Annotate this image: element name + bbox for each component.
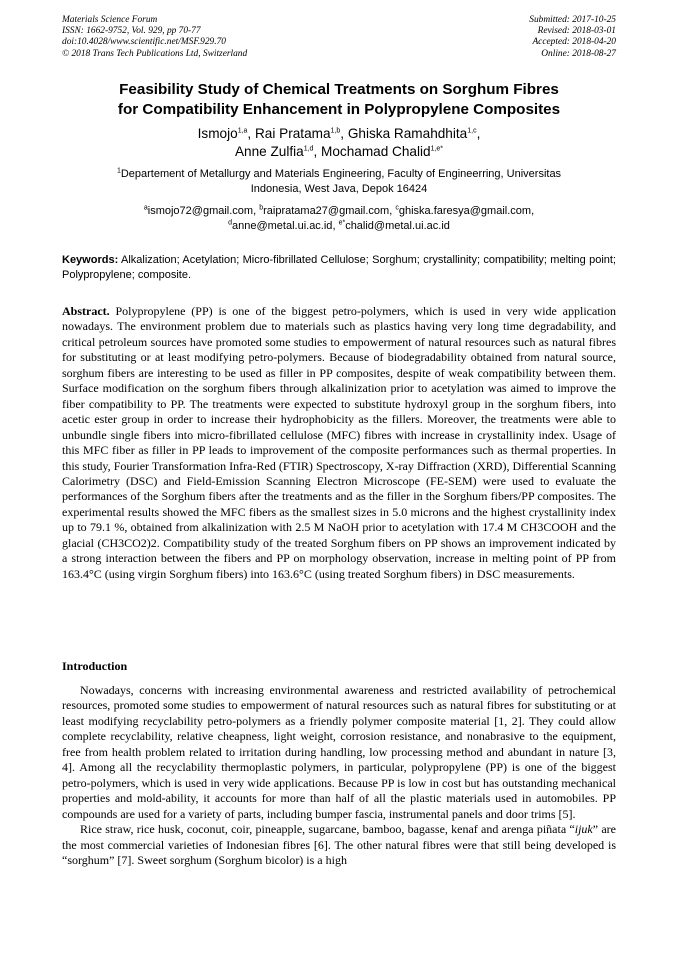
paragraph [62, 822, 616, 868]
author-sup: 1,b [330, 127, 341, 135]
paragraph: Nowadays, concerns with increasing environmental awareness and restricted availability of petrochemical resources, promoted some studies to empowerment of natural resources such as natural fibres for substituting or at least modifying recyclability petro-polymers as a friendly polymer composite material [1, 2]. They could allow complete recyclability, relative cheapness, light weight, corrosion resistance, and nonabrasive to the equipment, free from health problem related to irritation during handling, low processing method and abundant in nature [3, 4]. Among all the recyclability thermoplastic polymers, in particular, polypropylene (PP) is one of the biggest petro-polymers, which is used in very wide applications. Because PP is low in cost but has outstanding mechanical properties and mold-ability, it accounts for more than half of all the plastic materials used in automobiles. PP compounds are used for a variety of parts, including bumper fascia, instrumental panels and door trims [5]. [62, 683, 616, 821]
date-accepted: Accepted: 2018-04-20 [532, 37, 616, 48]
journal-copyright: © 2018 Trans Tech Publications Ltd, Switzerland [62, 48, 248, 59]
author-emails: $^a$ismojo72@gmail.com, $^b$raipratama27@gmail.com, $^c$ghiska.faresya@gmail.com, $^d$anne@metal.ui.ac.id, $^{e*}$chalid@metal.ui.ac.id [143, 204, 535, 232]
affiliation-sup: 1 [116, 167, 121, 175]
abstract [62, 304, 616, 582]
author-name: Rai Pratama [254, 126, 331, 141]
date-online: Online: 2018-08-27 [541, 48, 616, 59]
email-address: ismojo72@gmail.com [147, 205, 254, 217]
author-name: Ismojo [197, 126, 238, 141]
italic-term: ijuk [574, 822, 593, 837]
keywords-label: Keywords: [62, 254, 119, 266]
email-address: anne@metal.ui.ac.id [231, 220, 333, 232]
affiliation-line: Indonesia, West Java, Depok 16424 [250, 183, 428, 195]
author-name: Mochamad Chalid [321, 144, 431, 159]
email-sup: b [259, 204, 264, 212]
date-revised: Revised: 2018-03-01 [537, 26, 616, 37]
abstract-label: Abstract. [62, 304, 110, 318]
journal-info [62, 15, 247, 60]
introduction-body [62, 683, 616, 868]
email-sup: a [143, 204, 148, 212]
keywords-text: Alkalization; Acetylation; Micro-fibrillated Cellulose; Sorghum; crystallinity; compatibility; melting point; Polypropylene; composite. [62, 254, 616, 281]
paper-title [62, 80, 616, 119]
date-submitted: Submitted: 2017-10-25 [529, 15, 616, 25]
email-address: chalid@metal.ui.ac.id [345, 220, 450, 232]
section-heading-introduction: Introduction [62, 659, 128, 673]
abstract-text: Polypropylene (PP) is one of the biggest petro-polymers, which is used in very wide application nowadays. The environment problem due to materials such as plastics having very long time degradability, and critical petroleum sources have promoted some studies to empowerment of natural resources such as natural fibres for substituting or at least modifying petro-polymers. Because of biodegradability obtained from natural source, sorghum fibers are interesting to be used as filler in PP composites, despite of weak compatibility between them. Surface modification on the sorghum fibers through alkalinization prior to acetylation was aimed to improve the fiber compatibility to PP. The treatments were expected to substitute hydroxyl group in the sorghum fibers, into acetic ester group in order to increase their hydrophobicity as the fillers. Moreover, the treatments were able to unbundle single fibers into micro-fibrillated cellulose (MFC) fibres with increase in crystallinity index. Usage of this MFC fiber as filler in PP leads to improvement of the composite performances such as thermal properties. In this study, Fourier Transformation Infra-Red (FTIR) Spectroscopy, X-ray Diffraction (XRD), Differential Scanning Calorimetry (DSC) and Field-Emission Scanning Electron Microscope (FE-SEM) were used to evaluate the performances of the Sorghum fibers after the treatments and as the filler in the Sorghum fibers/PP composites. The experimental results showed the MFC fibers as the smallest sizes in 5.0 microns and the highest crystallinity index up to 79.1 %, obtained from alkalinization with 2.5 M NaOH prior to acetylation with 17.4 M CH3COOH and the glacial (CH3CO2)2. Compatibility study of the treated Sorghum fibers on PP shows an improvement indicated by a strong interaction between the fibers and PP on morphology observation, increase in melting point of PP from 163.4°C (using virgin Sorghum fibers) into 163.6°C (using treated Sorghum fibers) in DSC measurements. [62, 304, 616, 581]
author-list: Ismojo$^{1,a}$, Rai Pratama$^{1,b}$, Ghiska Ramahdhita$^{1,c}$, Anne Zulfia$^{1,d}$, Mochamad Chalid$^{1,e*}$ [197, 126, 481, 159]
paper-title-line: Feasibility Study of Chemical Treatments on Sorghum Fibres [119, 81, 559, 98]
author-name: Ghiska Ramahdhita [347, 126, 468, 141]
keywords [62, 253, 616, 283]
author-sup: 1,a [237, 127, 248, 135]
paragraph-text: Rice straw, rice husk, coconut, coir, pineapple, sugarcane, bamboo, bagasse, kenaf and arenga piñata “ [80, 822, 575, 837]
journal-doi: doi:10.4028/www.scientific.net/MSF.929.70 [62, 37, 226, 48]
paragraph-text: ” are the most commercial varieties of Indonesian fibres [6]. The other natural fibres were that still being developed is “sorghum” [7]. Sweet sorghum (Sorghum bicolor) is a high [62, 822, 616, 867]
email-sup: c [395, 204, 399, 212]
journal-issn: ISSN: 1662-9752, Vol. 929, pp 70-77 [62, 26, 201, 37]
email-sup: e* [338, 219, 346, 227]
author-name: Anne Zulfia [234, 144, 304, 159]
author-sup: 1,e* [430, 145, 444, 153]
journal-header [62, 15, 616, 60]
email-sup: d [228, 219, 232, 227]
journal-name: Materials Science Forum [62, 15, 158, 25]
author-sup: 1,d [303, 145, 314, 153]
email-address: ghiska.faresya@gmail.com [398, 205, 532, 217]
author-sup: 1,c [467, 127, 477, 135]
paper-title-line: for Compatibility Enhancement in Polypropylene Composites [117, 100, 561, 118]
article-dates [529, 15, 616, 60]
email-address: raipratama27@gmail.com [263, 205, 390, 217]
affiliation-line: Departement of Metallurgy and Materials Engineering, Faculty of Engineerring, Universitas [120, 168, 562, 180]
affiliation [62, 167, 616, 197]
